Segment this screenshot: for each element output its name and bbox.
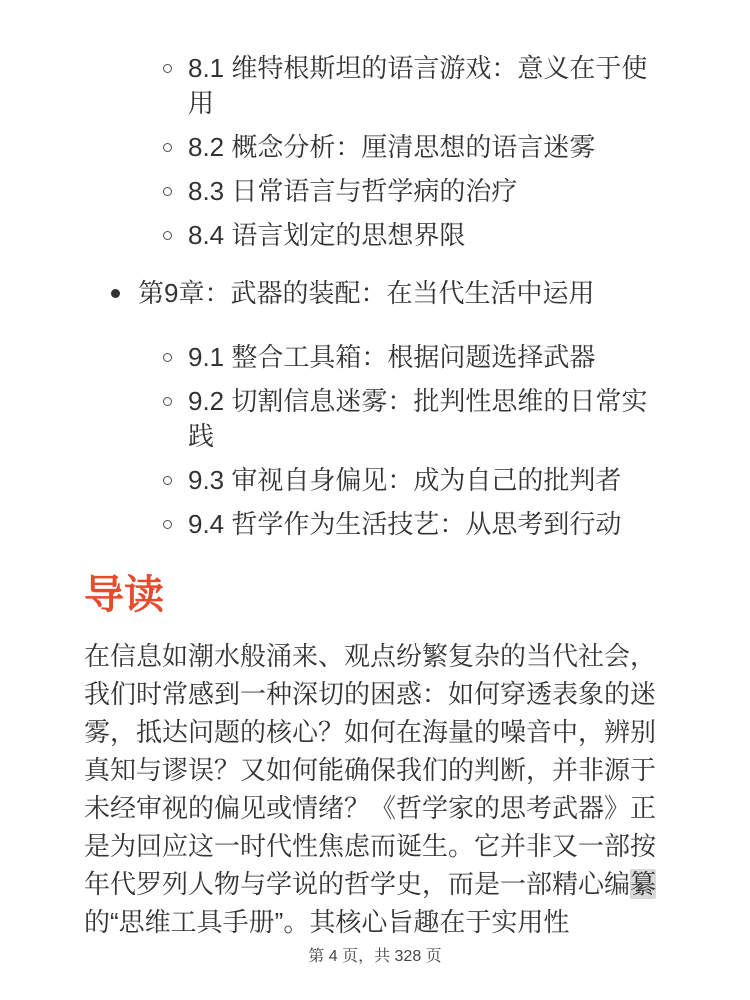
toc-item-label: 9.4 哲学作为生活技艺：从思考到行动 xyxy=(188,509,622,539)
intro-text-after: 的“思维工具手册”。其核心旨趣在于实用性 xyxy=(84,907,570,937)
toc-item-9-1 xyxy=(0,340,750,375)
circle-bullet-icon xyxy=(163,231,172,240)
intro-text-before: 在信息如潮水般涌来、观点纷繁复杂的当代社会，我们时常感到一种深切的困惑：如何穿透表象的迷雾，抵达问题的核心？如何在海量的噪音中，辨别真知与谬误？又如何能确保我们的判断，并非源于未经审视的偏见或情绪？《哲学家的思考武器》正是为回应这一时代性焦虑而诞生。它并非又一部按年代罗列人物与学说的哲学史，而是一部精心编 xyxy=(84,641,657,899)
circle-bullet-icon xyxy=(163,143,172,152)
page-number-indicator: 第 4 页，共 328 页 xyxy=(308,948,442,965)
intro-paragraph xyxy=(84,637,669,941)
toc-item-label: 8.1 维特根斯坦的语言游戏：意义在于使用 xyxy=(188,53,648,118)
highlighted-rare-character: 纂 xyxy=(630,869,657,899)
toc-item-label: 8.2 概念分析：厘清思想的语言迷雾 xyxy=(188,132,596,162)
toc-item-8-3 xyxy=(0,174,750,209)
toc-item-9-4 xyxy=(0,507,750,542)
toc-item-label: 9.1 整合工具箱：根据问题选择武器 xyxy=(188,342,596,372)
toc-item-8-1 xyxy=(0,51,750,121)
circle-bullet-icon xyxy=(163,397,172,406)
toc-item-8-4 xyxy=(0,218,750,253)
section-heading-daodu: 导读 xyxy=(84,573,164,617)
circle-bullet-icon xyxy=(163,187,172,196)
circle-bullet-icon xyxy=(163,476,172,485)
toc-item-8-2 xyxy=(0,130,750,165)
toc-chapter-label: 第9章：武器的装配：在当代生活中运用 xyxy=(138,278,595,308)
circle-bullet-icon xyxy=(163,64,172,73)
toc-item-9-3 xyxy=(0,463,750,498)
circle-bullet-icon xyxy=(163,353,172,362)
toc-item-label: 9.3 审视自身偏见：成为自己的批判者 xyxy=(188,465,622,495)
toc-item-label: 8.3 日常语言与哲学病的治疗 xyxy=(188,176,518,206)
disc-bullet-icon xyxy=(111,289,120,298)
circle-bullet-icon xyxy=(163,520,172,529)
toc-item-label: 9.2 切割信息迷雾：批判性思维的日常实践 xyxy=(188,386,648,451)
toc-item-label: 8.4 语言划定的思想界限 xyxy=(188,220,466,250)
toc-item-chapter-9 xyxy=(0,276,750,311)
toc-item-9-2 xyxy=(0,384,750,454)
